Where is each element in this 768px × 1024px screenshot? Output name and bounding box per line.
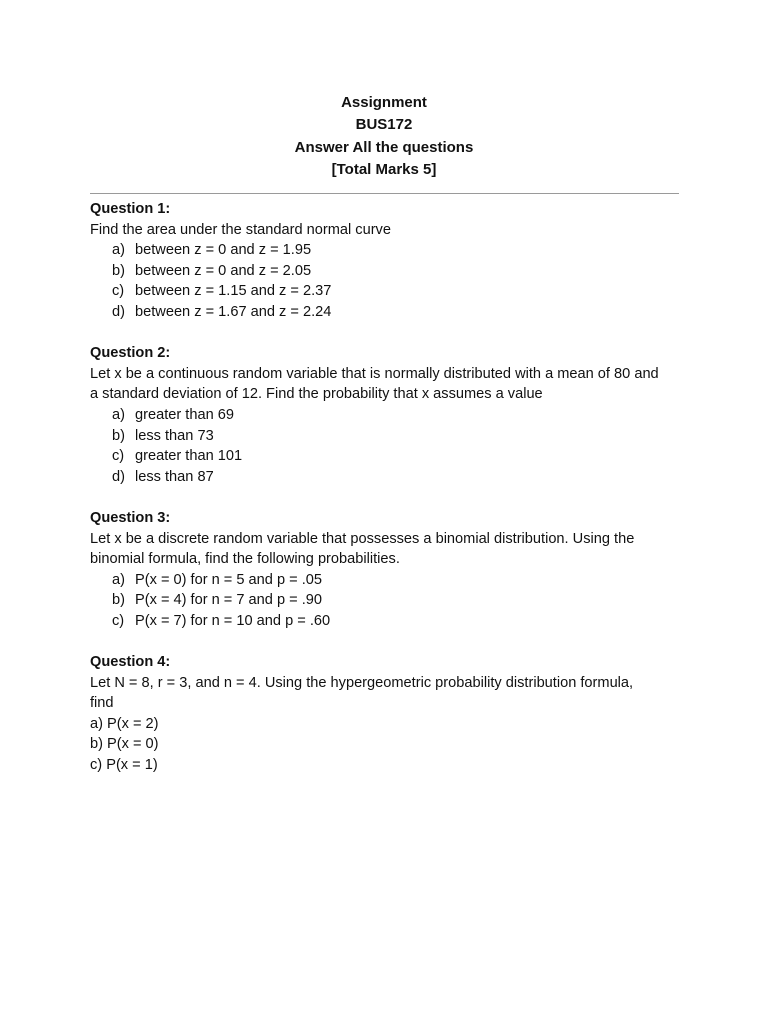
course-code: BUS172 <box>355 116 413 134</box>
list-item: b) P(x = 0) <box>90 736 159 753</box>
question-2 <box>90 343 690 487</box>
list-item <box>90 261 690 282</box>
document-header <box>0 92 768 181</box>
item-text: greater than 69 <box>135 406 234 423</box>
question-4-text-line1: Let N = 8, r = 3, and n = 4. Using the hypergeometric probability distribution formula, <box>90 674 634 691</box>
item-marker: c) <box>112 612 125 629</box>
question-2-text-line1: Let x be a continuous random variable that is normally distributed with a mean of 80 and <box>90 365 659 382</box>
question-4-items <box>90 714 690 776</box>
list-item <box>90 446 690 467</box>
item-marker: d) <box>112 303 125 320</box>
item-text: greater than 101 <box>135 448 243 465</box>
header-divider <box>90 193 679 194</box>
header-title: Assignment <box>341 94 427 111</box>
item-text: P(x = 7) for n = 10 and p = .60 <box>135 612 331 629</box>
list-item <box>90 302 690 323</box>
item-marker: b) <box>112 592 125 609</box>
item-text: between z = 1.67 and z = 2.24 <box>135 303 332 320</box>
question-2-text-line2: a standard deviation of 12. Find the probability that x assumes a value <box>90 386 543 403</box>
item-marker: b) <box>112 262 125 279</box>
item-marker: d) <box>112 468 125 485</box>
item-marker: c) <box>112 283 125 300</box>
item-text: between z = 0 and z = 2.05 <box>135 262 312 279</box>
list-item: c) P(x = 1) <box>90 757 158 774</box>
question-3-items <box>90 570 690 632</box>
question-3-text-line2: binomial formula, find the following probabilities. <box>90 551 400 568</box>
list-item <box>90 590 690 611</box>
question-3 <box>90 508 690 632</box>
item-text: less than 87 <box>135 468 214 485</box>
question-4-title: Question 4: <box>90 654 171 671</box>
question-2-items <box>90 405 690 487</box>
question-3-title: Question 3: <box>90 509 171 526</box>
item-text: P(x = 4) for n = 7 and p = .90 <box>135 592 322 609</box>
item-text: less than 73 <box>135 427 214 444</box>
list-item <box>90 281 690 302</box>
list-item <box>90 570 690 591</box>
item-marker: a) <box>112 571 125 588</box>
item-marker: a) <box>112 406 125 423</box>
question-1-text: Find the area under the standard normal curve <box>90 221 391 238</box>
item-marker: a) <box>112 242 125 259</box>
list-item <box>90 405 690 426</box>
item-text: P(x = 0) for n = 5 and p = .05 <box>135 571 322 588</box>
list-item <box>90 611 690 632</box>
list-item <box>90 426 690 447</box>
list-item: a) P(x = 2) <box>90 715 159 732</box>
item-text: between z = 1.15 and z = 2.37 <box>135 283 332 300</box>
question-1-items <box>90 240 690 322</box>
item-marker: c) <box>112 448 125 465</box>
instructions: Answer All the questions <box>294 138 474 156</box>
total-marks: [Total Marks 5] <box>331 160 437 178</box>
question-1-title: Question 1: <box>90 201 171 217</box>
questions-section <box>90 199 690 796</box>
question-3-text-line1: Let x be a discrete random variable that possesses a binomial distribution. Using the <box>90 530 635 547</box>
item-text: between z = 0 and z = 1.95 <box>135 242 312 259</box>
item-marker: b) <box>112 427 125 444</box>
list-item <box>90 240 690 261</box>
question-4 <box>90 652 690 776</box>
question-4-text-line2: find <box>90 695 114 712</box>
question-1 <box>90 199 690 323</box>
list-item <box>90 467 690 488</box>
question-2-title: Question 2: <box>90 345 171 362</box>
